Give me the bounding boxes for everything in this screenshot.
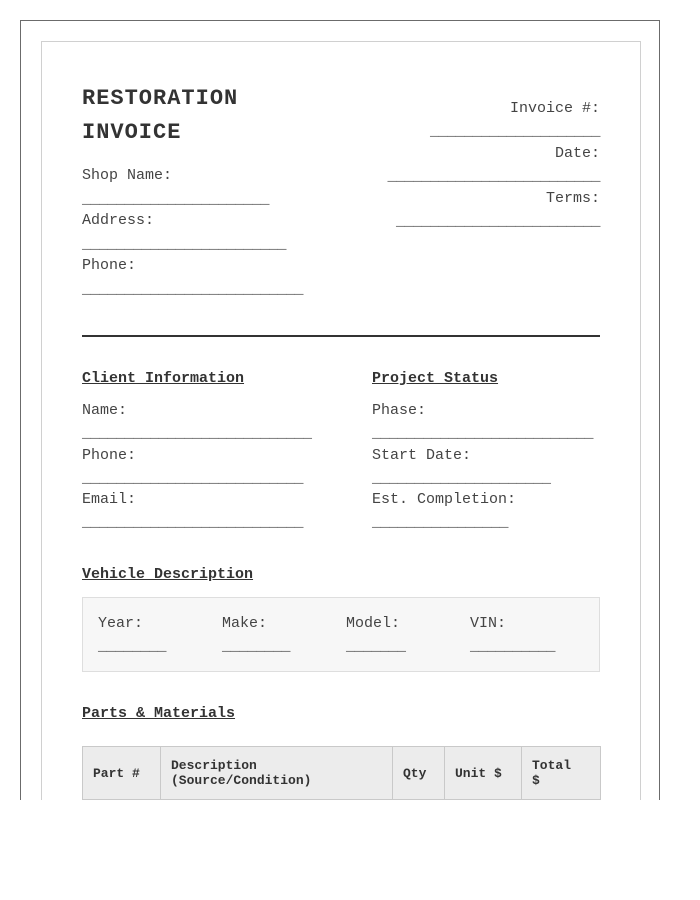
shop-phone-label: Phone: (82, 257, 137, 274)
column-header-unit-price: Unit $ (445, 747, 522, 800)
est-completion-label: Est. Completion: (372, 491, 517, 508)
vehicle-description-heading: Vehicle Description (82, 566, 254, 583)
shop-phone-field[interactable]: __________________________ (82, 281, 304, 298)
start-date-field[interactable]: _____________________ (372, 470, 551, 487)
project-status-heading: Project Status (372, 370, 499, 387)
invoice-number-label: Invoice #: (509, 100, 600, 117)
vehicle-year-label: Year: (98, 615, 144, 632)
vehicle-description-box (82, 597, 600, 672)
header-divider (82, 335, 600, 337)
date-label: Date: (554, 145, 600, 162)
invoice-title-line2: INVOICE (82, 120, 182, 145)
client-email-label: Email: (82, 491, 137, 508)
date-field[interactable]: _________________________ (387, 168, 600, 185)
start-date-label: Start Date: (372, 447, 472, 464)
client-info-heading: Client Information (82, 370, 245, 387)
shop-name-field[interactable]: ______________________ (82, 191, 270, 208)
parts-materials-heading: Parts & Materials (82, 705, 236, 722)
vehicle-model-label: Model: (346, 615, 401, 632)
vehicle-vin-field[interactable]: __________ (470, 638, 556, 655)
invoice-number-field[interactable]: ____________________ (429, 123, 600, 140)
phase-field[interactable]: __________________________ (372, 425, 594, 442)
column-header-description: Description (Source/Condition) (161, 747, 393, 800)
client-name-label: Name: (82, 402, 128, 419)
est-completion-field[interactable]: ________________ (372, 514, 509, 531)
vehicle-vin-label: VIN: (470, 615, 507, 632)
address-label: Address: (82, 212, 155, 229)
parts-table-header-row (83, 747, 601, 800)
client-email-field[interactable]: __________________________ (82, 514, 304, 531)
client-phone-field[interactable]: __________________________ (82, 470, 304, 487)
page-cutoff (0, 800, 700, 900)
vehicle-year-field[interactable]: ________ (98, 638, 167, 655)
column-header-part-number: Part # (83, 747, 161, 800)
vehicle-model-field[interactable]: _______ (346, 638, 406, 655)
client-phone-label: Phone: (82, 447, 137, 464)
invoice-title-line1: RESTORATION (82, 86, 239, 111)
column-header-total: Total $ (522, 747, 601, 800)
address-field[interactable]: ________________________ (82, 236, 287, 253)
terms-label: Terms: (545, 190, 600, 207)
client-name-field[interactable]: ___________________________ (82, 425, 312, 442)
terms-field[interactable]: ________________________ (395, 213, 600, 230)
invoice-page (41, 41, 641, 800)
vehicle-make-label: Make: (222, 615, 268, 632)
shop-name-label: Shop Name: (82, 167, 173, 184)
vehicle-make-field[interactable]: ________ (222, 638, 291, 655)
phase-label: Phase: (372, 402, 427, 419)
column-header-qty: Qty (393, 747, 445, 800)
